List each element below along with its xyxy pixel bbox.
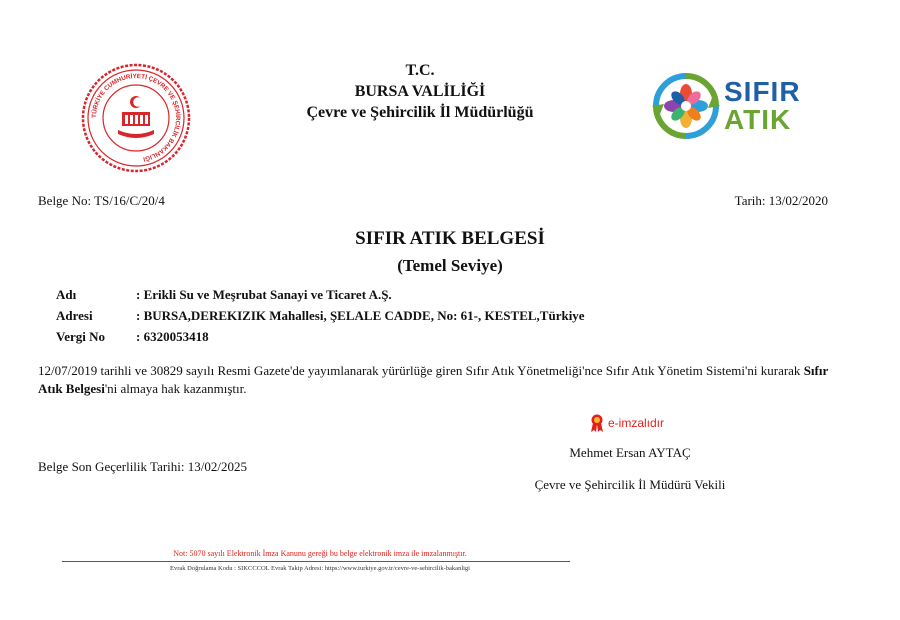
field-row-address (56, 305, 585, 326)
statement-text: 12/07/2019 tarihli ve 30829 sayılı Resmi Gazete'de yayımlanarak yürürlüğe giren Sıfır Atık Yönetmeliği'nce Sıfır Atık Yönetim Sistemi'ni kurarak (38, 363, 804, 378)
footer-divider (62, 561, 570, 562)
field-value: : Erikli Su ve Meşrubat Sanayi ve Ticaret A.Ş. (136, 286, 392, 302)
statement-text-end: 'ni almaya hak kazanmıştır. (104, 381, 247, 396)
signer-name: Mehmet Ersan AYTAÇ (569, 445, 691, 460)
header-line-3: Çevre ve Şehircilik İl Müdürlüğü (306, 104, 534, 121)
field-row-tax-number (56, 326, 585, 347)
field-label: Adresi (56, 307, 93, 323)
recycle-flower-icon (652, 72, 720, 140)
signer-role: Çevre ve Şehircilik İl Müdürü Vekili (534, 477, 726, 492)
field-value: : 6320053418 (136, 328, 209, 344)
field-label: Vergi No (56, 328, 105, 344)
ribbon-award-icon (590, 414, 604, 432)
logo-word-atik: ATIK (724, 104, 792, 135)
certificate-subtitle: (Temel Seviye) (397, 256, 503, 275)
seal-ring-text: TÜRKİYE CUMHURİYETİ ÇEVRE VE ŞEHİRCİLİK BAKANLIĞI (90, 72, 182, 163)
field-label: Adı (56, 286, 77, 302)
e-signature-label: e-imzalıdır (608, 416, 665, 430)
issuer-header (250, 60, 590, 123)
document-date: Tarih: 13/02/2020 (734, 193, 828, 208)
field-value: : BURSA,DEREKIZIK Mahallesi, ŞELALE CADDE, No: 61-, KESTEL,Türkiye (136, 307, 585, 323)
sifir-atik-logo (652, 72, 812, 142)
e-signature-badge (590, 414, 664, 432)
certificate-statement (38, 362, 838, 398)
header-line-1: T.C. (405, 62, 435, 79)
company-details (56, 284, 585, 347)
logo-word-sifir: SIFIR (724, 76, 801, 107)
verification-info: Evrak Doğrulama Kodu : SIKCCCOL Evrak Takip Adresi: https://www.turkiye.gov.tr/cevre-ve-sehircilik-bakanligi (170, 565, 470, 572)
ministry-seal (80, 62, 192, 174)
validity-date: Belge Son Geçerlilik Tarihi: 13/02/2025 (38, 459, 247, 474)
field-row-name (56, 284, 585, 305)
e-signature-note: Not: 5070 sayılı Elektronik İmza Kanunu gereği bu belge elektronik imza ile imzalanmıştır. (173, 549, 467, 558)
header-line-2: BURSA VALİLİĞİ (354, 83, 486, 100)
statement-bold: Sıfır Atık Belgesi (38, 363, 829, 396)
document-number: Belge No: TS/16/C/20/4 (38, 193, 165, 208)
certificate-title: SIFIR ATIK BELGESİ (355, 228, 545, 249)
